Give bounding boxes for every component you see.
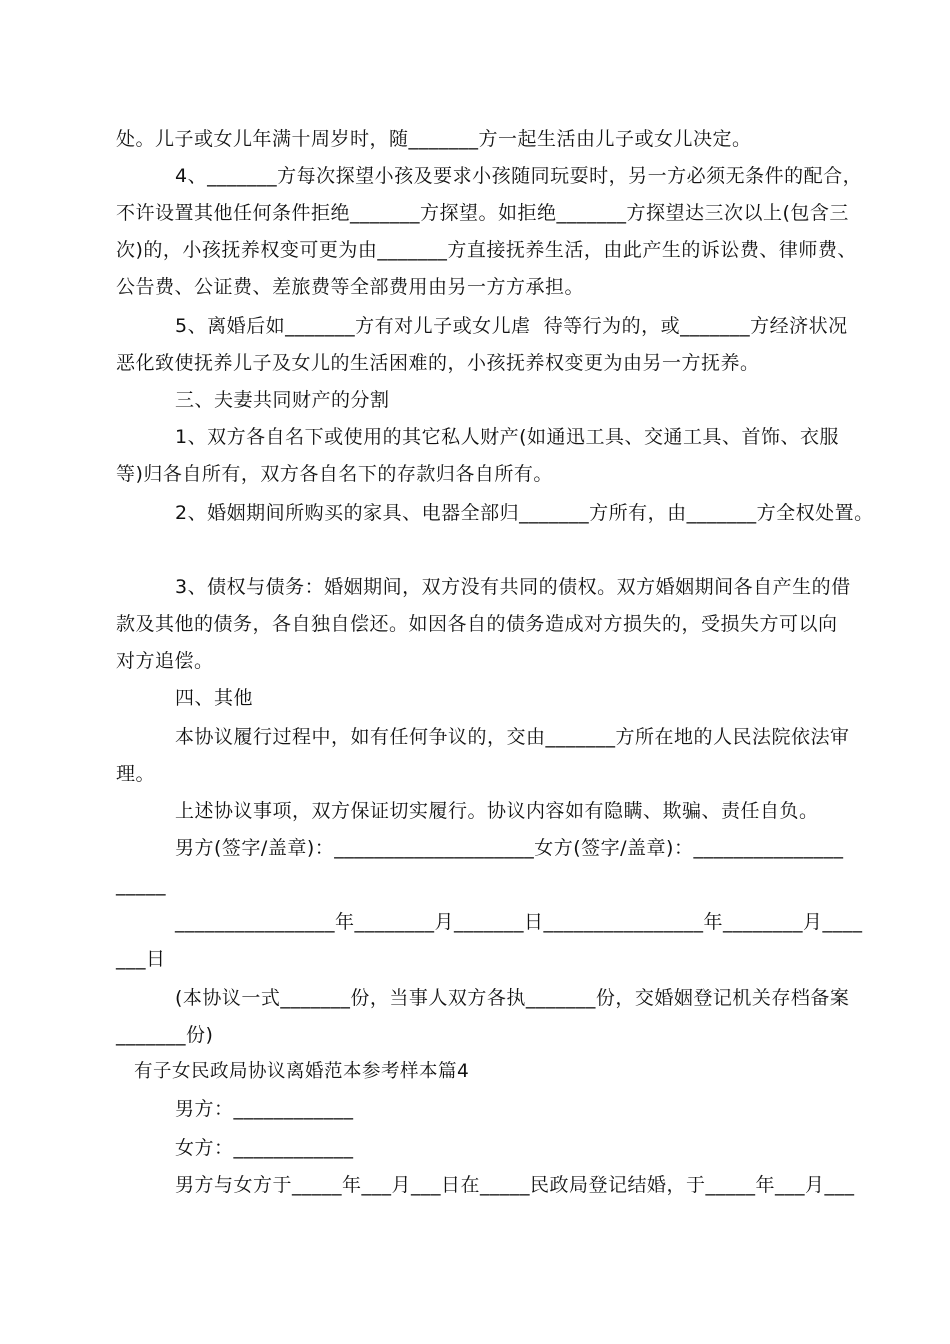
date-line: ________________年________月_______日________________年________月____: [175, 911, 863, 933]
paragraph-line: _______份): [116, 1024, 214, 1046]
paragraph-line: (本协议一式_______份，当事人双方各执_______份，交婚姻登记机关存档备案: [175, 987, 850, 1009]
section-title: 有子女民政局协议离婚范本参考样本篇4: [134, 1061, 470, 1082]
field-line: 男方：____________: [175, 1098, 354, 1120]
paragraph-line: 男方与女方于_____年___月___日在_____民政局登记结婚，于_____年___月___: [175, 1174, 855, 1196]
paragraph-line: 3、债权与债务：婚姻期间，双方没有共同的债权。双方婚姻期间各自产生的借: [175, 576, 851, 598]
section-heading: 四、其他: [175, 687, 254, 709]
field-line: 女方：____________: [175, 1137, 354, 1159]
paragraph-line: 5、离婚后如_______方有对儿子或女儿虐 待等行为的，或_______方经济状况: [175, 315, 848, 337]
paragraph-line: 对方追偿。: [116, 650, 214, 672]
paragraph-line: 次)的，小孩抚养权变可更为由_______方直接抚养生活，由此产生的诉讼费、律师费、: [116, 239, 857, 261]
paragraph-line: 本协议履行过程中，如有任何争议的，交由_______方所在地的人民法院依法审: [175, 726, 850, 748]
section-heading: 三、夫妻共同财产的分割: [175, 389, 390, 411]
paragraph-line: 处。儿子或女儿年满十周岁时，随_______方一起生活由儿子或女儿决定。: [116, 128, 752, 150]
paragraph-line: 上述协议事项，双方保证切实履行。协议内容如有隐瞒、欺骗、责任自负。: [175, 800, 819, 822]
paragraph-line: 1、双方各自名下或使用的其它私人财产(如通迅工具、交通工具、首饰、衣服: [175, 426, 840, 448]
signature-line: _____: [116, 874, 166, 896]
date-line: ___日: [116, 948, 166, 970]
paragraph-line: 公告费、公证费、差旅费等全部费用由另一方方承担。: [116, 276, 585, 298]
paragraph-line: 2、婚姻期间所购买的家具、电器全部归_______方所有，由_______方全权处置。: [175, 502, 874, 524]
paragraph-line: 款及其他的债务，各自独自偿还。如因各自的债务造成对方损失的，受损失方可以向: [116, 613, 838, 635]
paragraph-line: 不许设置其他任何条件拒绝_______方探望。如拒绝_______方探望达三次以上(包含三: [116, 202, 849, 224]
paragraph-line: 等)归各自所有，双方各自名下的存款归各自所有。: [116, 463, 553, 485]
paragraph-line: 理。: [116, 763, 156, 785]
paragraph-line: 恶化致使抚养儿子及女儿的生活困难的，小孩抚养权变更为由另一方抚养。: [116, 352, 760, 374]
paragraph-line: 4、_______方每次探望小孩及要求小孩随同玩耍时，另一方必须无条件的配合，: [175, 165, 863, 187]
signature-line: 男方(签字/盖章)：____________________女方(签字/盖章)：_______________: [175, 837, 844, 859]
